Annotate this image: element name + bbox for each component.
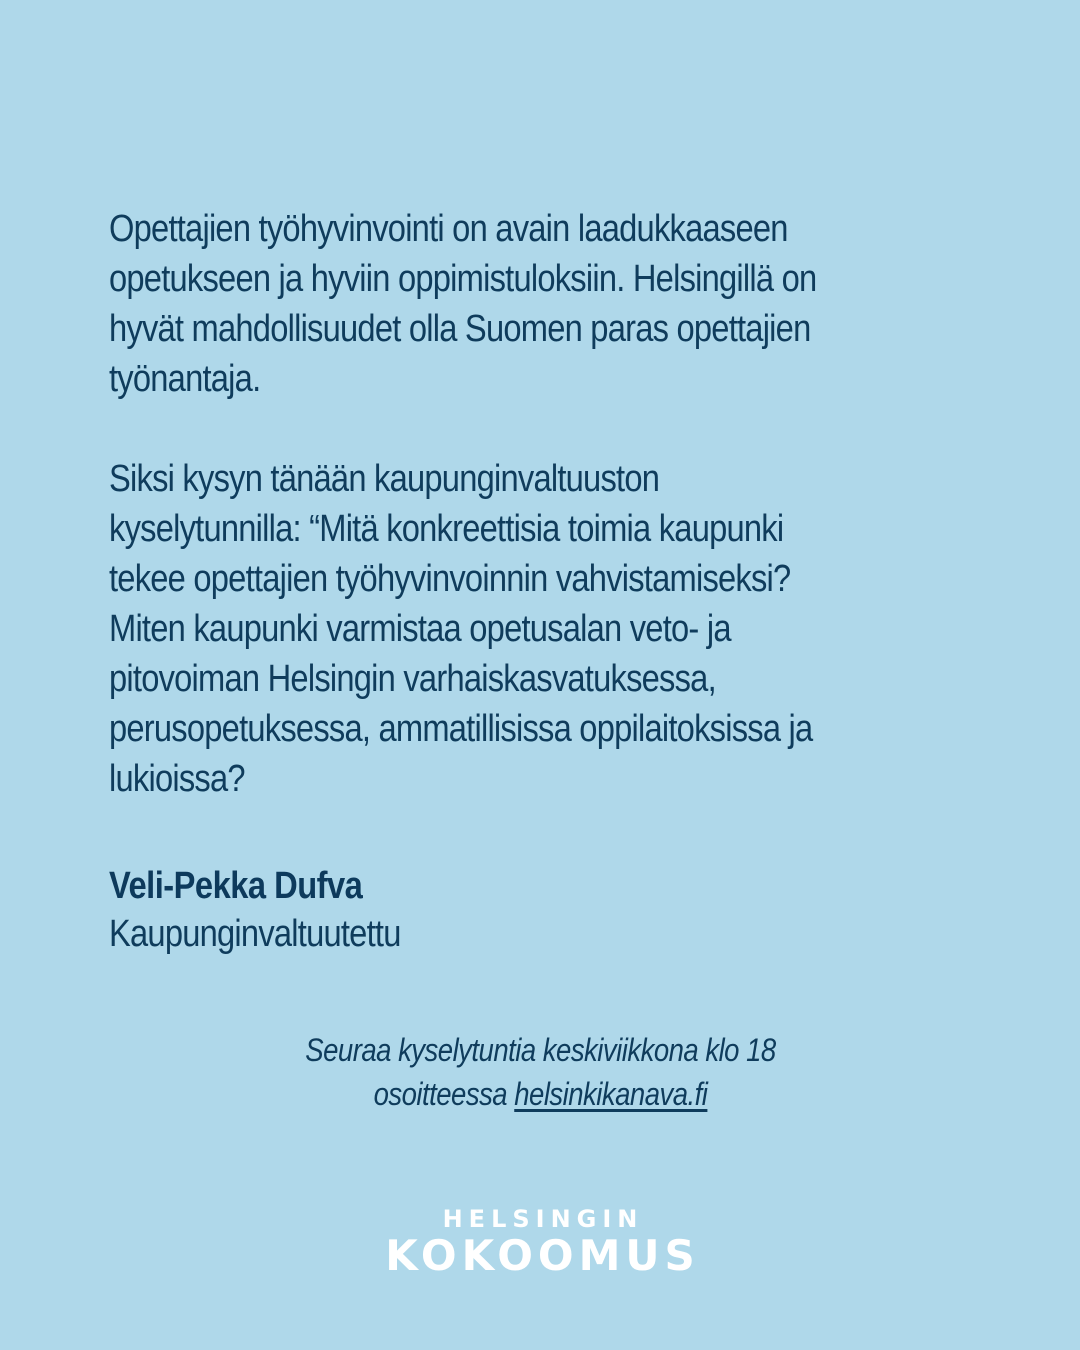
- follow-line-1: Seuraa kyselytuntia keskiviikkona klo 18: [304, 1032, 776, 1068]
- logo-line-1: HELSINGIN: [442, 1205, 644, 1233]
- helsinkikanava-link[interactable]: helsinkikanava.fi: [513, 1076, 707, 1112]
- main-content: [109, 204, 979, 958]
- follow-line-2: [305, 1072, 775, 1116]
- logo-line-2: KOKOOMUS: [385, 1231, 700, 1280]
- author-title: Kaupunginvaltuutettu: [109, 913, 401, 955]
- follow-notice: [0, 1028, 1080, 1116]
- helsingin-kokoomus-logo: [0, 1205, 1080, 1279]
- question-paragraph: Siksi kysyn tänään kaupunginvaltuuston kyselytunnilla: “Mitä konkreettisia toimia kaupunki tekee opettajien työhyvinvoinnin vahvistamiseksi? Miten kaupunki varmistaa opetusalan veto- ja pitovoiman Helsingin varhaiskasvatuksessa, perusopetuksessa, ammatillisissa oppilaitoksissa ja lukioissa?: [109, 458, 813, 800]
- author-name: Veli-Pekka Dufva: [109, 865, 363, 907]
- follow-notice-text: [305, 1028, 775, 1116]
- signature: [109, 862, 978, 958]
- follow-line-2-prefix: osoitteessa: [373, 1076, 514, 1112]
- intro-paragraph: Opettajien työhyvinvointi on avain laadukkaaseen opetukseen ja hyviin oppimistuloksiin. Helsingillä on hyvät mahdollisuudet olla Suomen paras opettajien työnantaja.: [109, 208, 817, 400]
